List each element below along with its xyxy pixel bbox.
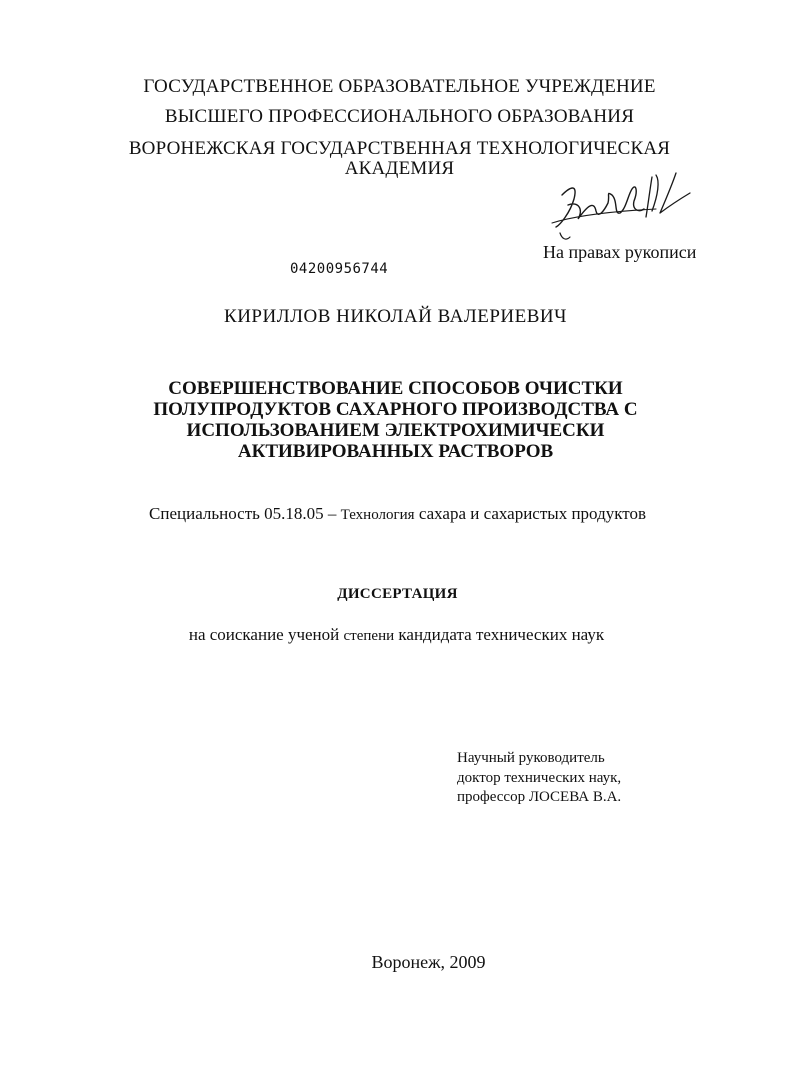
specialty-line xyxy=(0,504,797,524)
title-line-3: ИСПОЛЬЗОВАНИЕМ ЭЛЕКТРОХИМИЧЕСКИ xyxy=(186,420,605,441)
author-name: КИРИЛЛОВ НИКОЛАЙ ВАЛЕРИЕВИЧ xyxy=(224,306,567,327)
institution-line-4: АКАДЕМИЯ xyxy=(344,158,455,179)
catalog-code: 04200956744 xyxy=(290,261,389,277)
institution-line-1: ГОСУДАРСТВЕННОЕ ОБРАЗОВАТЕЛЬНОЕ УЧРЕЖДЕНИЕ xyxy=(143,76,656,97)
document-type: ДИССЕРТАЦИЯ xyxy=(337,586,458,602)
degree-part-2: кандидата технических наук xyxy=(398,625,605,644)
title-line-1: СОВЕРШЕНСТВОВАНИЕ СПОСОБОВ ОЧИСТКИ xyxy=(168,378,623,399)
degree-small-word: степени xyxy=(343,628,395,644)
specialty-prefix: Специальность 05.18.05 – xyxy=(149,504,337,523)
specialty-rest: сахара и сахаристых продуктов xyxy=(418,504,646,523)
supervisor-degree: доктор технических наук, xyxy=(457,770,622,786)
degree-part-1: на соискание ученой xyxy=(188,625,340,644)
supervisor-role: Научный руководитель xyxy=(457,750,605,766)
title-line-2: ПОЛУПРОДУКТОВ САХАРНОГО ПРОИЗВОДСТВА С xyxy=(153,399,638,420)
manuscript-rights-note: На правах рукописи xyxy=(543,242,697,262)
degree-line xyxy=(0,625,796,645)
institution-line-3: ВОРОНЕЖСКАЯ ГОСУДАРСТВЕННАЯ ТЕХНОЛОГИЧЕСКАЯ xyxy=(128,138,671,159)
specialty-small-word: Технология xyxy=(340,507,415,523)
supervisor-name: профессор ЛОСЕВА В.А. xyxy=(457,789,622,805)
place-year: Воронеж, 2009 xyxy=(371,952,486,972)
signature-icon xyxy=(548,165,698,245)
institution-line-2: ВЫСШЕГО ПРОФЕССИОНАЛЬНОГО ОБРАЗОВАНИЯ xyxy=(164,106,635,127)
title-line-4: АКТИВИРОВАННЫХ РАСТВОРОВ xyxy=(237,441,554,462)
